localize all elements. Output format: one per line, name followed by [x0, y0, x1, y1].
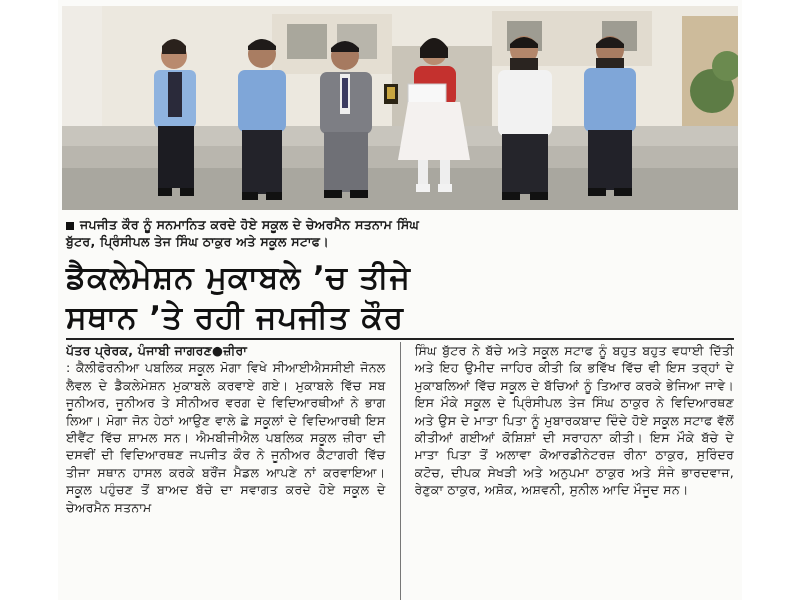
headline-divider [66, 338, 734, 340]
byline: ਪੱਤਰ ਪ੍ਰੇਰਕ, ਪੰਜਾਬੀ ਜਾਗਰਣ●ਜ਼ੀਰਾ [66, 343, 248, 358]
headline-line-1: ਡੈਕਲੇਮੇਸ਼ਨ ਮੁਕਾਬਲੇ ’ਚ ਤੀਜੇ [66, 260, 411, 296]
headline-line-2: ਸਥਾਨ ’ਤੇ ਰਹੀ ਜਪਜੀਤ ਕੌਰ [66, 300, 404, 336]
column-divider [400, 342, 401, 600]
article-body [66, 342, 734, 600]
column-2-text: ਸਿੰਘ ਬੁੱਟਰ ਨੇ ਬੱਚੇ ਅਤੇ ਸਕੂਲ ਸਟਾਫ ਨੂੰ ਬਹੁਤ ਬਹੁਤ ਵਧਾਈ ਦਿੱਤੀ ਅਤੇ ਇਹ ਉਮੀਦ ਜਾਹਿਰ ਕੀਤੀ ਕਿ ਭਵਿੱਖ ਵਿੱਚ ਵੀ ਇਸ ਤਰ੍ਹਾਂ ਦੇ ਮੁਕਾਬਲਿਆਂ ਵਿੱਚ ਸਕੂਲ ਦੇ ਬੱਚਿਆਂ ਨੂੰ ਤਿਆਰ ਕਰਕੇ ਭੇਜਿਆ ਜਾਵੇ। ਇਸ ਮੌਕੇ ਸਕੂਲ ਦੇ ਪ੍ਰਿੰਸੀਪਲ ਤੇਜ ਸਿੰਘ ਠਾਕੁਰ ਨੇ ਵਿਦਿਆਰਥਣ ਅਤੇ ਉਸ ਦੇ ਮਾਤਾ ਪਿਤਾ ਨੂੰ ਮੁਬਾਰਕਬਾਦ ਦਿੰਦੇ ਹੋਏ ਸਕੂਲ ਸਟਾਫ ਵੱਲੋਂ ਕੀਤੀਆਂ ਗਈਆਂ ਕੋਸ਼ਿਸ਼ਾਂ ਦੀ ਸਰਾਹਨਾ ਕੀਤੀ। ਇਸ ਮੌਕੇ ਬੱਚੇ ਦੇ ਮਾਤਾ ਪਿਤਾ ਤੋਂ ਅਲਾਵਾ ਕੋਆਰਡੀਨੇਟਰਜ਼ ਰੀਨਾ ਠਾਕੁਰ, ਸੁਰਿੰਦਰ ਕਟੋਚ, ਦੀਪਕ ਸੇਖੜੀ ਅਤੇ ਅਨੁਪਮਾ ਠਾਕੁਰ ਅਤੇ ਸੰਜੇ ਭਾਰਦਵਾਜ, ਰੇਣੁਕਾ ਠਾਕੁਰ, ਅਸ਼ੋਕ, ਅਸ਼ਵਨੀ, ਸੁਨੀਲ ਆਦਿ ਮੌਜੂਦ ਸਨ। [414, 343, 734, 498]
caption-bullet [66, 222, 74, 230]
article-column-1 [66, 342, 386, 600]
photo-illustration [62, 6, 738, 210]
column-1-text: : ਕੈਲੀਫੋਰਨੀਆ ਪਬਲਿਕ ਸਕੂਲ ਮੋਗਾ ਵਿਖੇ ਸੀਆਈਐਸਸੀਈ ਜੋਨਲ ਲੈਵਲ ਦੇ ਡੈਕਲੇਮੇਸ਼ਨ ਮੁਕਾਬਲੇ ਕਰਵਾਏ ਗਏ। ਮੁਕਾਬਲੇ ਵਿੱਚ ਸਬ ਜੂਨੀਅਰ, ਜੂਨੀਅਰ ਤੇ ਸੀਨੀਅਰ ਵਰਗ ਦੇ ਵਿਦਿਆਰਥੀਆਂ ਨੇ ਭਾਗ ਲਿਆ। ਮੋਗਾ ਜੋਨ ਹੇਠਾਂ ਆਉਣ ਵਾਲੇ ਛੇ ਸਕੂਲਾਂ ਦੇ ਵਿਦਿਆਰਥੀ ਇਸ ਈਵੈਂਟ ਵਿੱਚ ਸ਼ਾਮਲ ਸਨ। ਐਮਬੀਜੀਐਲ ਪਬਲਿਕ ਸਕੂਲ ਜ਼ੀਰਾ ਦੀ ਦਸਵੀਂ ਦੀ ਵਿਦਿਆਰਥਣ ਜਪਜੀਤ ਕੌਰ ਨੇ ਜੂਨੀਅਰ ਕੈਟਾਗਰੀ ਵਿੱਚ ਤੀਜਾ ਸਥਾਨ ਹਾਸਲ ਕਰਕੇ ਬਰੌਂਜ ਮੈਡਲ ਆਪਣੇ ਨਾਂ ਕਰਵਾਇਆ। ਸਕੂਲ ਪਹੁੰਚਣ ਤੋਂ ਬਾਅਦ ਬੱਚੇ ਦਾ ਸਵਾਗਤ ਕਰਦੇ ਹੋਏ ਸਕੂਲ ਦੇ ਚੇਅਰਮੈਨ ਸਤਨਾਮ [66, 360, 386, 515]
caption-line-1: ਜਪਜੀਤ ਕੌਰ ਨੂੰ ਸਨਮਾਨਿਤ ਕਰਦੇ ਹੋਏ ਸਕੂਲ ਦੇ ਚੇਅਰਮੈਨ ਸਤਨਾਮ ਸਿੰਘ [80, 217, 420, 232]
caption-line-2: ਬੁੱਟਰ, ਪ੍ਰਿੰਸੀਪਲ ਤੇਜ ਸਿੰਘ ਠਾਕੁਰ ਅਤੇ ਸਕੂਲ ਸਟਾਫ। [66, 234, 329, 249]
article-column-2 [415, 342, 735, 600]
headline [66, 258, 734, 338]
photo-caption [66, 216, 734, 250]
news-photo [62, 6, 738, 210]
